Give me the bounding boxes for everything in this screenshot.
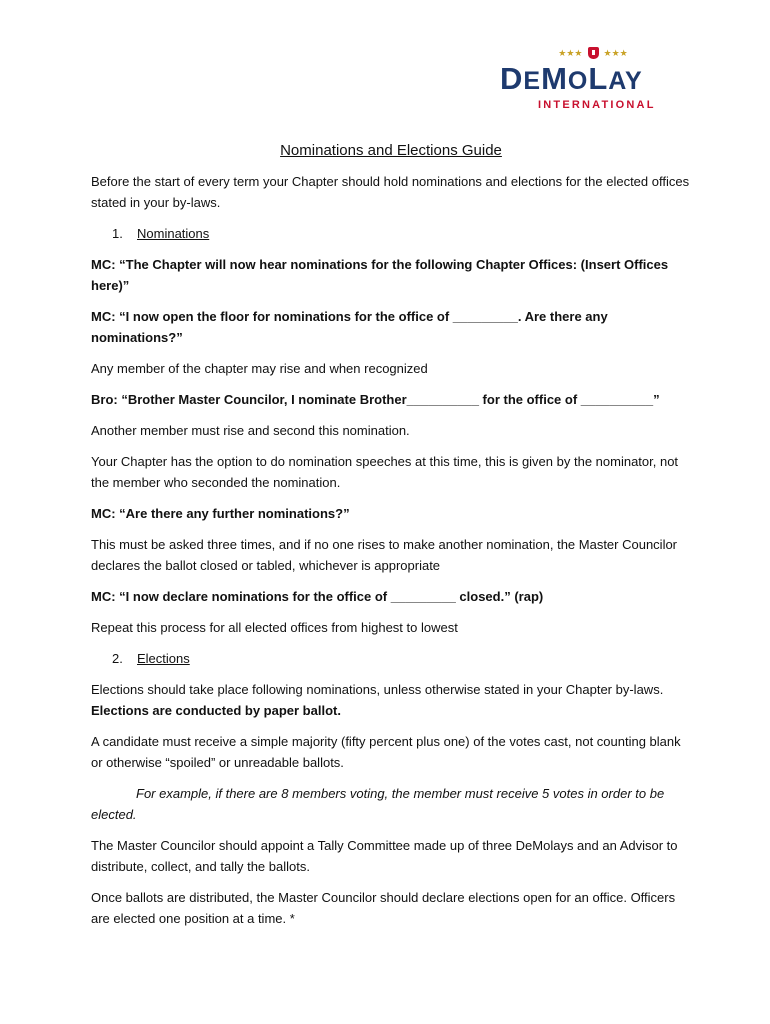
paragraph-example: For example, if there are 8 members voting, the member must receive 5 votes in order to be elected. (91, 786, 665, 822)
mc-further-nominations: MC: “Are there any further nominations?” (91, 506, 350, 521)
logo-letter-e: E (523, 67, 542, 95)
mc-open-floor: MC: “I now open the floor for nominations for the office of _________. Are there any nominations?” (91, 309, 608, 345)
paragraph-rise: Any member of the chapter may rise and when recognized (91, 361, 428, 376)
logo-wordmark (500, 61, 686, 97)
paragraph-ballots-distributed: Once ballots are distributed, the Master Councilor should declare elections open for an office. Officers are elected one position at a time. * (91, 890, 676, 926)
mc-open-nominations: MC: “The Chapter will now hear nominations for the following Chapter Offices: (Insert Offices here)” (91, 257, 669, 293)
bro-nominate: Bro: “Brother Master Councilor, I nominate Brother__________ for the office of __________” (91, 392, 660, 407)
logo-letter-l: L (588, 61, 609, 96)
section-title: Elections (137, 651, 190, 666)
intro-paragraph: Before the start of every term your Chapter should hold nominations and elections for the elected offices stated in your by-laws. (91, 174, 690, 210)
section-title: Nominations (137, 226, 210, 241)
logo-stars-right: ★★★ (603, 48, 628, 58)
section-number: 1. (112, 226, 123, 241)
paragraph-second: Another member must rise and second this nomination. (91, 423, 410, 438)
logo-letters-ay: AY (608, 67, 643, 95)
mc-close-nominations: MC: “I now declare nominations for the office of _________ closed.” (rap) (91, 589, 544, 604)
logo-letter-o: O (567, 67, 589, 95)
demolay-logo (496, 46, 686, 116)
document-title: Nominations and Elections Guide (280, 142, 502, 159)
section-heading-elections (91, 648, 691, 669)
logo-stars-left: ★★★ (558, 48, 583, 58)
paragraph-speeches: Your Chapter has the option to do nomination speeches at this time, this is given by the nominator, not the member who seconded the nomination. (91, 454, 679, 490)
document-body (91, 140, 691, 939)
logo-subtitle: INTERNATIONAL (538, 99, 656, 111)
paragraph-majority: A candidate must receive a simple majority (fifty percent plus one) of the votes cast, not counting blank or otherwise “spoiled” or unreadable ballots. (91, 734, 681, 770)
paragraph-repeat: Repeat this process for all elected offices from highest to lowest (91, 620, 458, 635)
paragraph-elections-timing (91, 679, 691, 721)
logo-letter-d: D (500, 61, 524, 96)
logo-letter-m: M (541, 61, 568, 96)
paragraph-three-times: This must be asked three times, and if no one rises to make another nomination, the Master Councilor declares the ballot closed or tabled, whichever is appropriate (91, 537, 678, 573)
section-number: 2. (112, 651, 123, 666)
paper-ballot-text: Elections are conducted by paper ballot. (91, 703, 341, 718)
paragraph-tally-committee: The Master Councilor should appoint a Tally Committee made up of three DeMolays and an Advisor to distribute, collect, and tally the ballots. (91, 838, 678, 874)
elections-timing-text: Elections should take place following nominations, unless otherwise stated in your Chapter by-laws. (91, 682, 664, 697)
logo-stars (548, 46, 638, 60)
section-heading-nominations (91, 223, 691, 244)
crown-icon (588, 47, 599, 59)
